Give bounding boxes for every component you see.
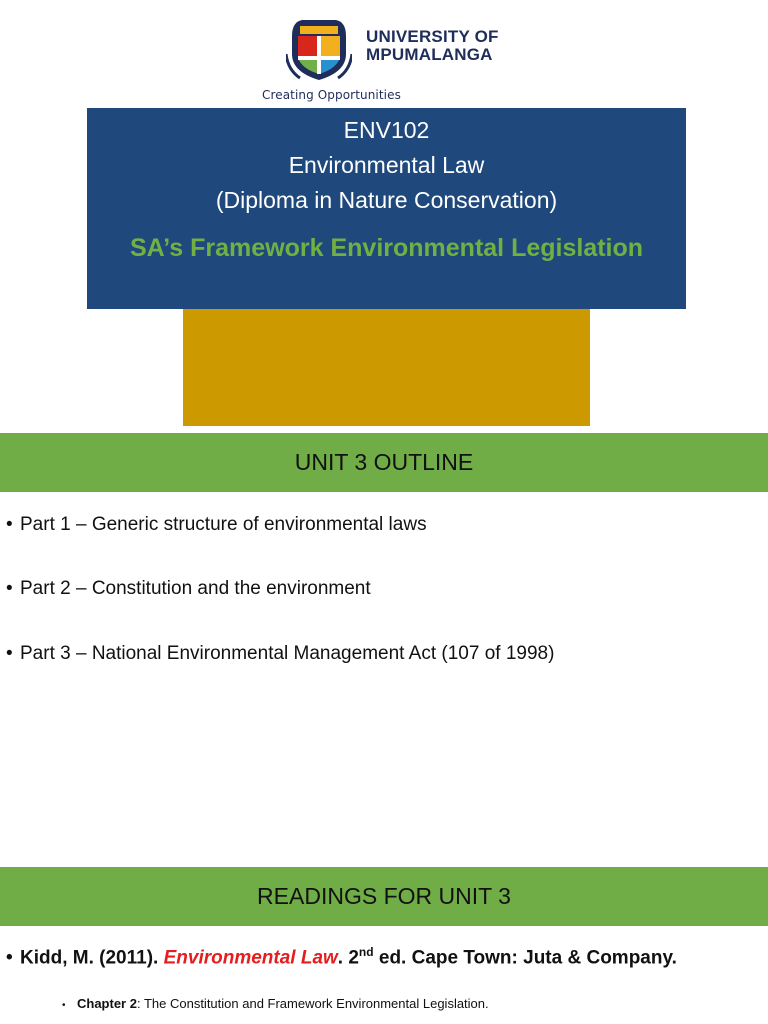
course-title-box [87, 108, 686, 309]
reading-chapter [62, 996, 489, 1011]
readings-heading: READINGS FOR UNIT 3 [0, 867, 768, 926]
chapter-text: : The Constitution and Framework Environmental Legislation. [136, 996, 489, 1011]
university-name [366, 28, 499, 64]
course-name: Environmental Law [288, 152, 485, 178]
reference-publisher: ed. Cape Town: Juta & Company. [373, 947, 677, 969]
course-code: ENV102 [343, 117, 430, 143]
bullet-icon: • [6, 578, 13, 599]
outline-item-text: Part 1 – Generic structure of environmental laws [20, 514, 427, 535]
outline-item [6, 578, 371, 600]
university-name-line2: MPUMALANGA [366, 45, 493, 64]
outline-item [6, 643, 554, 665]
reference-edition-suffix: nd [358, 945, 374, 959]
reference-author: Kidd, M. (2011). [20, 947, 164, 969]
chapter-label: Chapter 2 [77, 996, 137, 1011]
reference-book-title: Environmental Law [163, 947, 338, 969]
unit-outline-heading: UNIT 3 OUTLINE [0, 433, 768, 492]
university-logo [0, 0, 768, 108]
reference-edition: . 2 [337, 947, 359, 969]
gold-banner-block [183, 309, 590, 426]
bullet-icon: • [6, 643, 13, 664]
bullet-icon: • [6, 947, 13, 969]
bullet-icon: • [62, 1000, 66, 1011]
university-name-line1: UNIVERSITY OF [366, 27, 499, 46]
bullet-icon: • [6, 514, 13, 535]
outline-item [6, 514, 427, 536]
tagline: Creating Opportunities [262, 88, 401, 102]
outline-item-text: Part 3 – National Environmental Management Act (107 of 1998) [20, 643, 555, 664]
lecture-subtitle: SA’s Framework Environmental Legislation [129, 234, 644, 262]
reading-reference [6, 945, 677, 969]
program-name: (Diploma in Nature Conservation) [215, 187, 558, 213]
university-crest-icon [286, 14, 352, 86]
outline-item-text: Part 2 – Constitution and the environment [20, 578, 371, 599]
